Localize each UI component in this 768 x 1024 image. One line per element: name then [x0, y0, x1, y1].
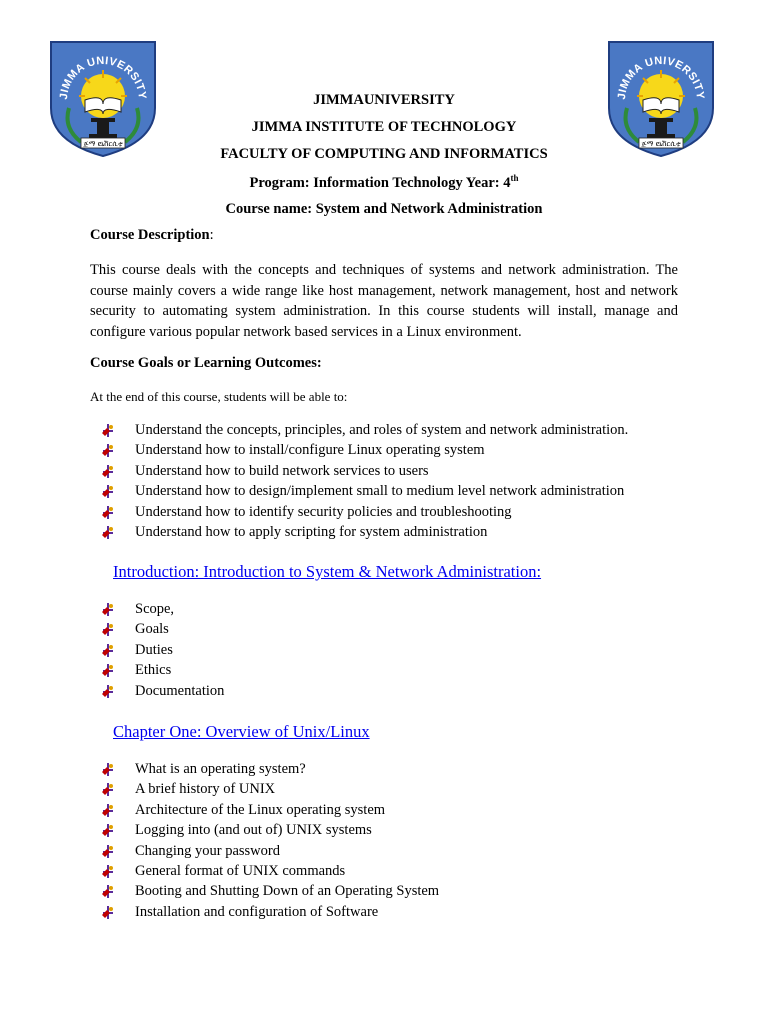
- list-item-text: Booting and Shutting Down of an Operating System: [135, 883, 440, 900]
- list-item-text: Understand the concepts, principles, and roles of system and network administration.: [135, 422, 629, 438]
- pushpin-bullet-icon: [101, 603, 115, 616]
- program-superscript: th: [510, 173, 519, 183]
- pushpin-bullet-icon: [101, 824, 115, 837]
- list-item-text: Duties: [135, 641, 173, 658]
- chapter-one-list: [100, 759, 439, 922]
- list-item: [100, 440, 628, 460]
- program-text: Program: Information Technology Year: 4: [249, 175, 511, 191]
- list-item-text: Documentation: [135, 682, 225, 699]
- institute-name: JIMMA INSTITUTE OF TECHNOLOGY: [251, 119, 517, 135]
- list-item: [100, 660, 224, 680]
- list-item-text: Scope,: [135, 601, 175, 617]
- list-item: [100, 759, 439, 779]
- pushpin-bullet-icon: [101, 623, 115, 636]
- pushpin-bullet-icon: [101, 485, 115, 498]
- goals-title: Course Goals or Learning Outcomes:: [90, 355, 322, 371]
- pushpin-bullet-icon: [101, 465, 115, 478]
- list-item: [100, 640, 224, 660]
- pushpin-bullet-icon: [101, 644, 115, 657]
- course-name: Course name: System and Network Administration: [225, 201, 543, 217]
- pushpin-bullet-icon: [101, 845, 115, 858]
- list-item: [100, 619, 224, 639]
- list-item-text: Changing your password: [135, 842, 280, 859]
- list-item-text: Understand how to design/implement small to medium level network administration: [135, 483, 625, 500]
- list-item-text: Goals: [135, 621, 169, 638]
- chapter-one-link[interactable]: Chapter One: Overview of Unix/Linux: [113, 722, 370, 741]
- list-item: [100, 861, 439, 881]
- university-name: JIMMAUNIVERSITY: [313, 92, 455, 108]
- course-description-label: Course Description: [90, 227, 210, 243]
- introduction-list: [100, 599, 224, 701]
- list-item-text: Understand how to identify security policies and troubleshooting: [135, 503, 512, 520]
- pushpin-bullet-icon: [101, 444, 115, 457]
- pushpin-bullet-icon: [101, 763, 115, 776]
- list-item: [100, 461, 628, 481]
- pushpin-bullet-icon: [101, 424, 115, 437]
- introduction-link[interactable]: Introduction: Introduction to System & Network Administration:: [113, 562, 542, 581]
- list-item-text: A brief history of UNIX: [135, 781, 276, 798]
- list-item-text: Understand how to apply scripting for system administration: [135, 523, 488, 540]
- list-item-text: Ethics: [135, 662, 172, 679]
- list-item: [100, 522, 628, 542]
- course-description-heading: [90, 227, 678, 244]
- pushpin-bullet-icon: [101, 906, 115, 919]
- pushpin-bullet-icon: [101, 885, 115, 898]
- pushpin-bullet-icon: [101, 664, 115, 677]
- list-item: [100, 800, 439, 820]
- list-item-text: Installation and configuration of Software: [135, 903, 379, 920]
- list-item: [100, 681, 224, 701]
- list-item-text: General format of UNIX commands: [135, 862, 346, 879]
- faculty-name: FACULTY OF COMPUTING AND INFORMATICS: [220, 146, 548, 162]
- list-item: [100, 420, 628, 440]
- list-item: [100, 902, 439, 922]
- goals-list: [100, 420, 628, 542]
- pushpin-bullet-icon: [101, 685, 115, 698]
- pushpin-bullet-icon: [101, 783, 115, 796]
- program-line: [0, 173, 768, 192]
- list-item-text: What is an operating system?: [135, 761, 306, 777]
- list-item: [100, 481, 628, 501]
- list-item-text: Architecture of the Linux operating system: [135, 801, 386, 818]
- pushpin-bullet-icon: [101, 526, 115, 539]
- list-item: [100, 502, 628, 522]
- course-description-text: This course deals with the concepts and techniques of systems and network administration. The course mainly covers a wide range like host management, network management, host and network security to automating system administration. In this course students will install, manage and configure various popular network based services in a Linux environment.: [90, 262, 678, 340]
- list-item: [100, 599, 224, 619]
- list-item: [100, 779, 439, 799]
- pushpin-bullet-icon: [101, 506, 115, 519]
- list-item-text: Logging into (and out of) UNIX systems: [135, 822, 372, 839]
- list-item: [100, 881, 439, 901]
- pushpin-bullet-icon: [101, 865, 115, 878]
- pushpin-bullet-icon: [101, 804, 115, 817]
- list-item-text: Understand how to build network services to users: [135, 462, 429, 479]
- list-item-text: Understand how to install/configure Linux operating system: [135, 442, 485, 459]
- list-item: [100, 820, 439, 840]
- goals-intro: At the end of this course, students will be able to:: [90, 389, 348, 404]
- list-item: [100, 841, 439, 861]
- course-description-colon: :: [209, 227, 214, 243]
